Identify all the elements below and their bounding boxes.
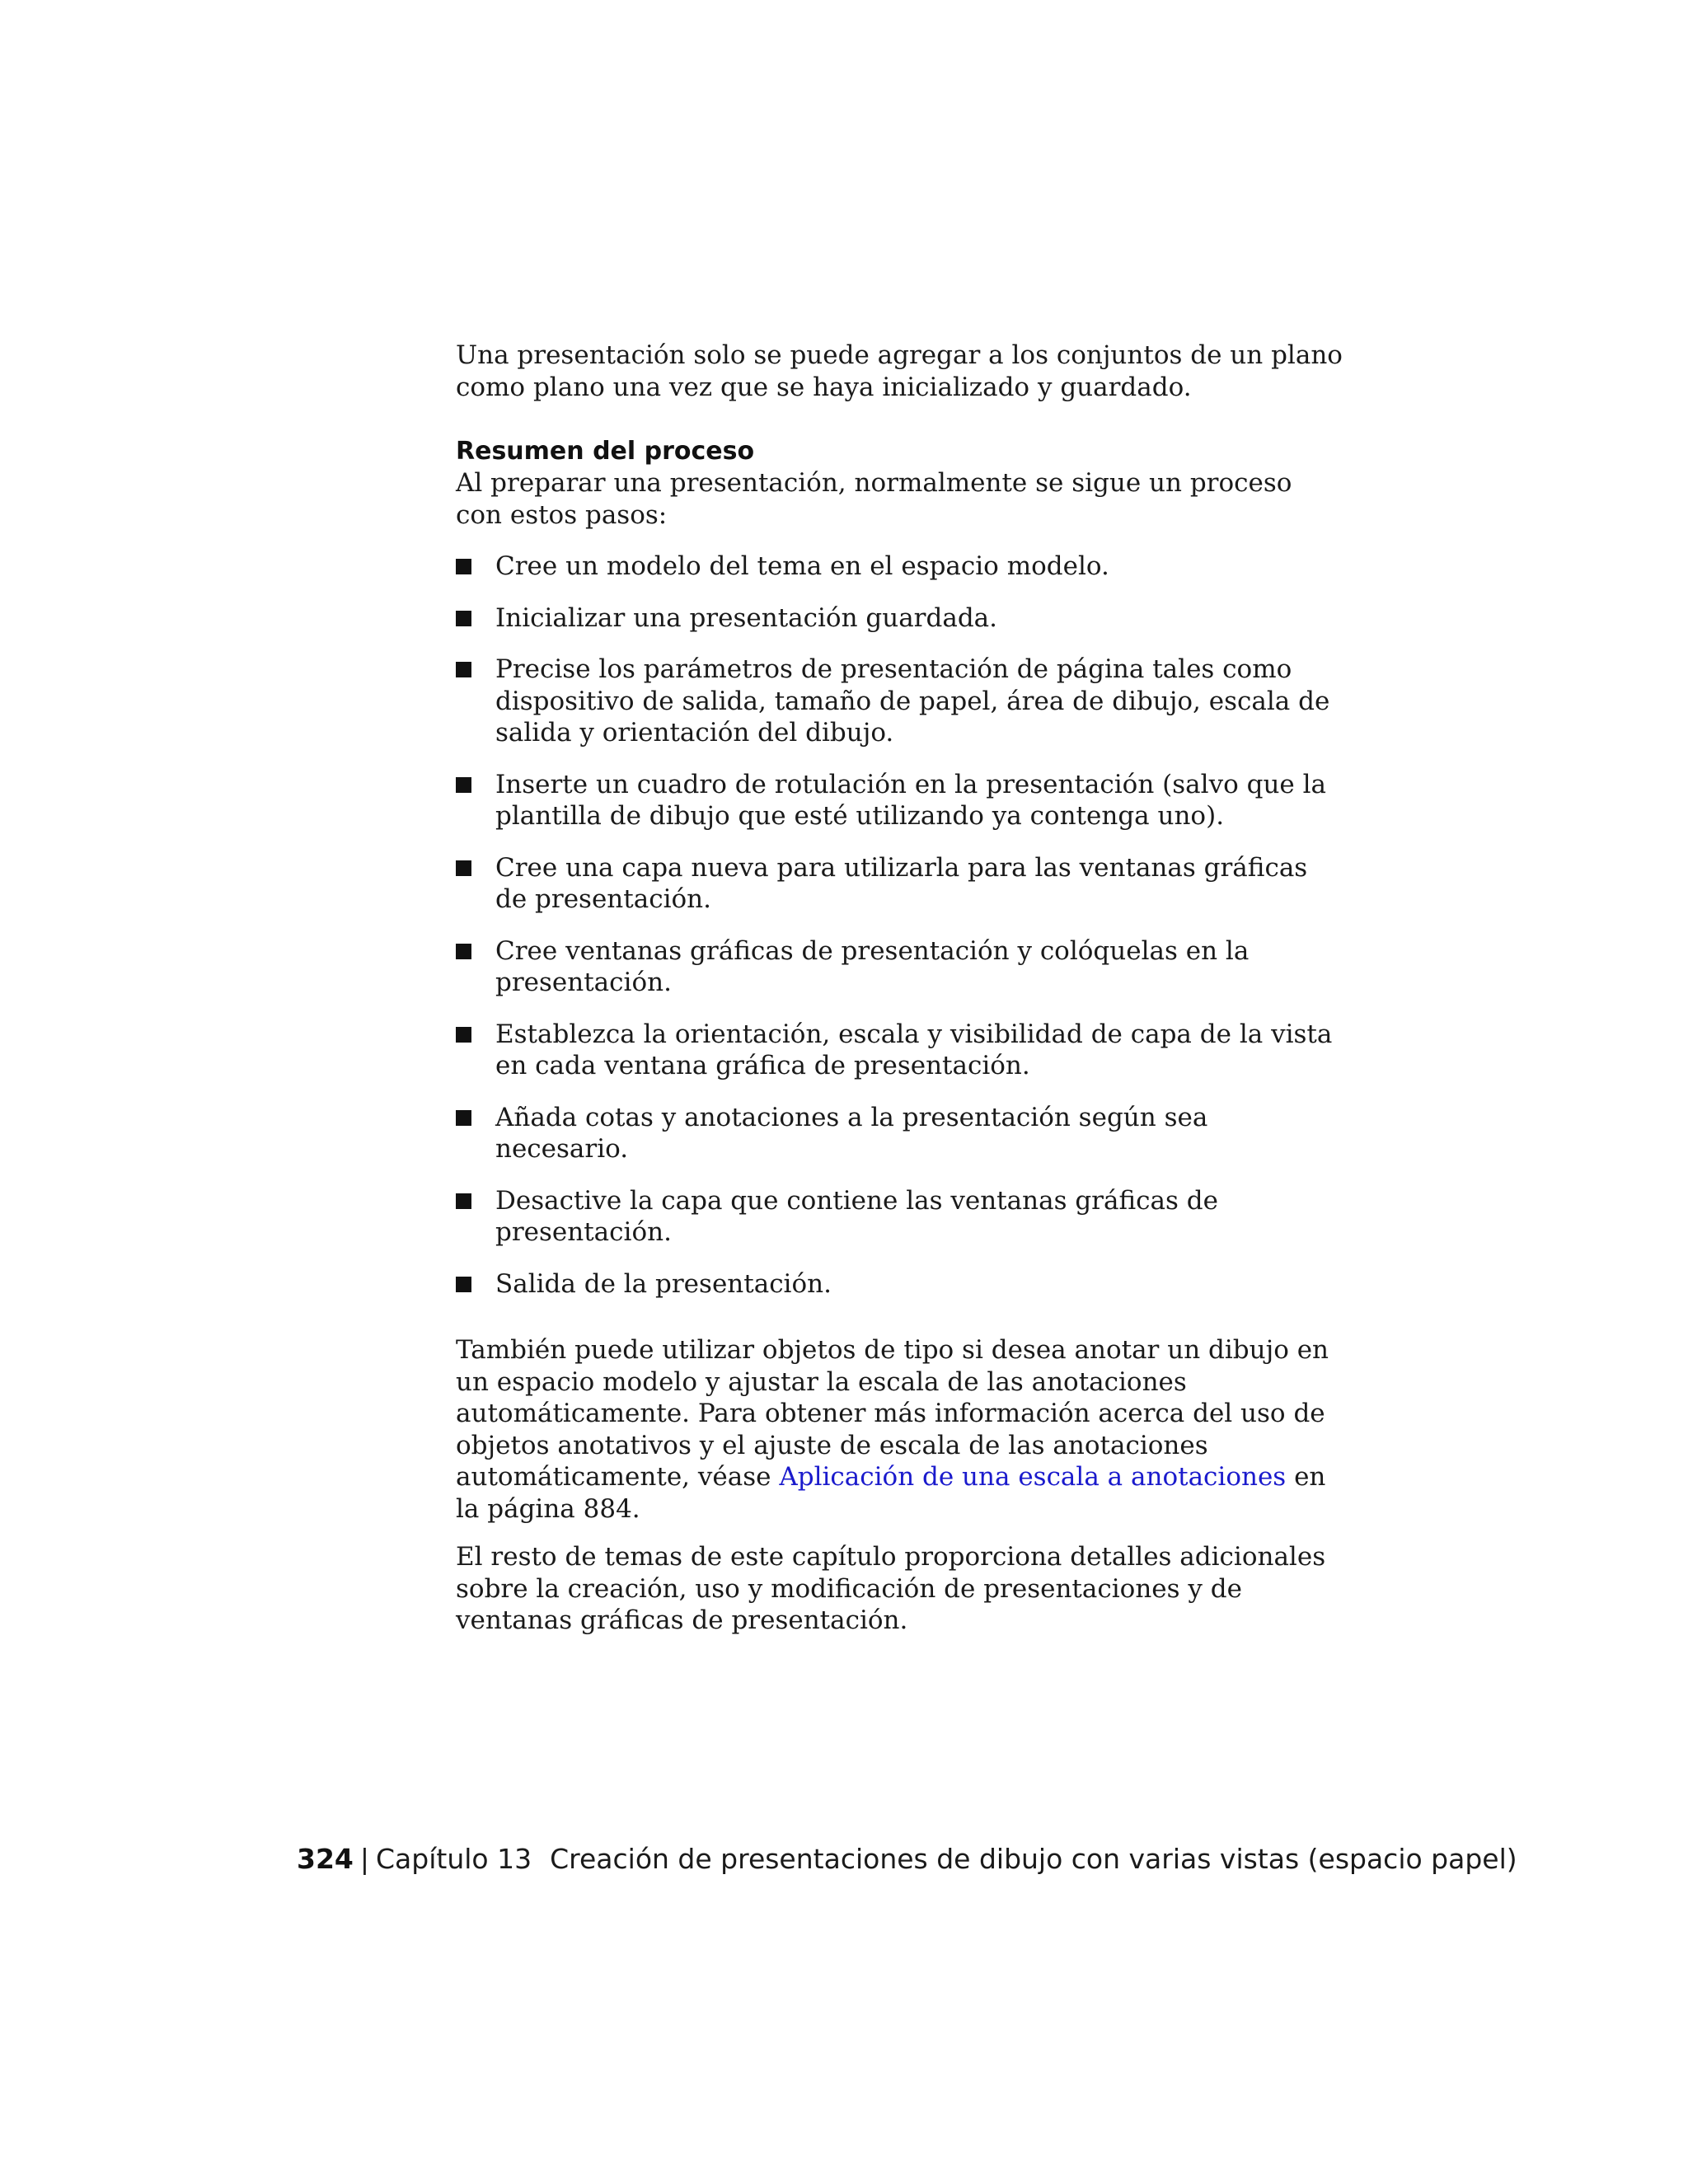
chapter-title: Creación de presentaciones de dibujo con varias vistas (espacio papel) xyxy=(550,1843,1517,1875)
list-item xyxy=(456,1102,1346,1165)
list-item xyxy=(456,1185,1346,1249)
section-heading: Resumen del proceso xyxy=(456,437,755,466)
main-content xyxy=(456,340,1346,1637)
annotative-text-after-link: en la página 884. xyxy=(456,1462,1326,1524)
square-bullet-icon xyxy=(456,1193,471,1209)
list-item xyxy=(456,654,1346,749)
chapter-label: Capítulo 13 xyxy=(376,1843,532,1875)
page-footer xyxy=(297,1841,1517,1877)
square-bullet-icon xyxy=(456,777,471,793)
list-item-text: Desactive la capa que contiene las ventanas gráficas de presentación. xyxy=(495,1185,1218,1247)
square-bullet-icon xyxy=(456,1110,471,1126)
list-item-text: Cree ventanas gráficas de presentación y colóquelas en la presentación. xyxy=(495,935,1250,997)
square-bullet-icon xyxy=(456,559,471,574)
list-item xyxy=(456,1268,1346,1301)
square-bullet-icon xyxy=(456,944,471,959)
square-bullet-icon xyxy=(456,1027,471,1043)
list-item-text: Salida de la presentación. xyxy=(495,1268,832,1299)
lead-paragraph: Al preparar una presentación, normalmente se sigue un proceso con estos pasos: xyxy=(456,468,1292,530)
list-item-text: Inicializar una presentación guardada. xyxy=(495,602,998,633)
list-item xyxy=(456,602,1346,635)
annotation-scale-link[interactable]: Aplicación de una escala a anotaciones xyxy=(779,1462,1287,1492)
process-steps-list xyxy=(456,551,1346,1300)
annotative-text-before-link: También puede utilizar objetos de tipo si desea anotar un dibujo en un espacio modelo y ajustar la escala de las anotaciones automáticamente. Para obtener más información acerca del uso de objetos anotativos y el ajuste de escala de las anotaciones automáticamente, véase xyxy=(456,1335,1329,1492)
footer-separator: | xyxy=(359,1843,370,1875)
page-number: 324 xyxy=(297,1843,354,1875)
list-item-text: Añada cotas y anotaciones a la presentación según sea necesario. xyxy=(495,1102,1208,1164)
list-item-text: Cree una capa nueva para utilizarla para las ventanas gráficas de presentación. xyxy=(495,852,1308,914)
list-item-text: Cree un modelo del tema en el espacio modelo. xyxy=(495,551,1109,581)
annotative-objects-paragraph xyxy=(456,1334,1346,1525)
square-bullet-icon xyxy=(456,1277,471,1292)
list-item xyxy=(456,852,1346,916)
square-bullet-icon xyxy=(456,860,471,876)
list-item xyxy=(456,935,1346,999)
square-bullet-icon xyxy=(456,662,471,677)
list-item xyxy=(456,1019,1346,1082)
square-bullet-icon xyxy=(456,611,471,626)
list-item xyxy=(456,551,1346,583)
intro-paragraph: Una presentación solo se puede agregar a los conjuntos de un plano como plano una vez que se haya inicializado y guardado. xyxy=(456,340,1343,402)
list-item-text: Establezca la orientación, escala y visibilidad de capa de la vista en cada ventana gráfica de presentación. xyxy=(495,1019,1333,1080)
list-item xyxy=(456,769,1346,832)
list-item-text: Precise los parámetros de presentación de página tales como dispositivo de salida, tamaño de papel, área de dibujo, escala de salida y orientación del dibujo. xyxy=(495,654,1330,748)
list-item-text: Inserte un cuadro de rotulación en la presentación (salvo que la plantilla de dibujo que esté utilizando ya contenga uno). xyxy=(495,769,1326,831)
closing-paragraph: El resto de temas de este capítulo proporciona detalles adicionales sobre la creación, uso y modificación de presentaciones y de ventanas gráficas de presentación. xyxy=(456,1542,1326,1635)
